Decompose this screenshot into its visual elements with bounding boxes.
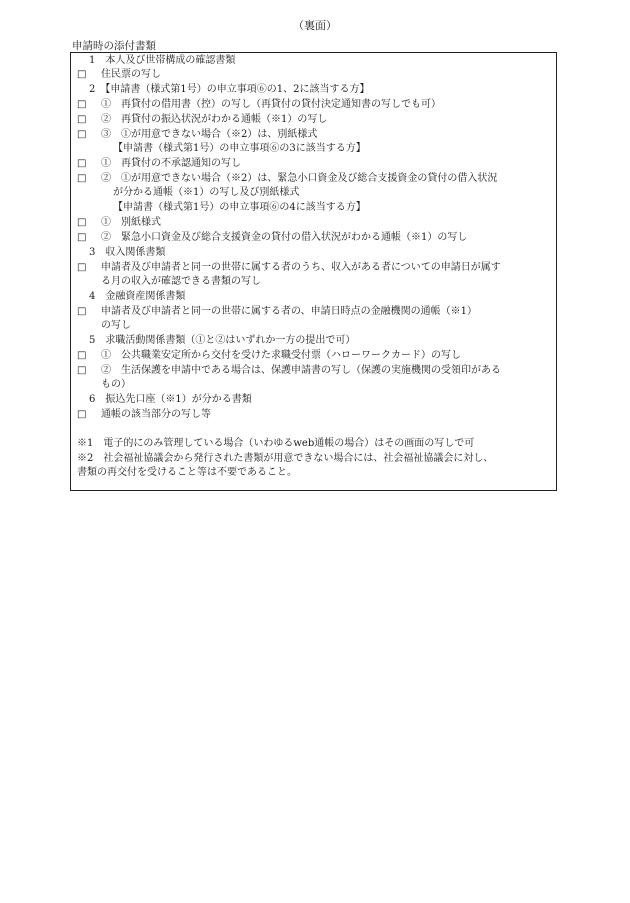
checkbox[interactable]: □ — [77, 262, 87, 273]
s5-item-2-cont: もの） — [101, 379, 131, 390]
s5-item-2: ② 生活保護を申請中である場合は、保護申請書の写し（保護の実施機関の受領印がある — [101, 365, 501, 376]
checkbox[interactable]: □ — [77, 306, 87, 317]
s3-item-1-cont: る月の収入が確認できる書類の写し — [101, 276, 261, 287]
checkbox[interactable]: □ — [77, 114, 87, 125]
page-heading: （裏面） — [293, 19, 337, 32]
s2-subheading-3: 【申請書（様式第1号）の申立事項⑥の3に該当する方】 — [113, 143, 366, 154]
checkbox[interactable]: □ — [77, 232, 87, 243]
s2-item-4: ① 再貸付の不承認通知の写し — [101, 158, 241, 169]
s3-item-1: 申請者及び申請者と同一の世帯に属する者のうち、収入がある者についての申請日が属す — [101, 262, 501, 273]
section-1-title: 1 本人及び世帯構成の確認書類 — [89, 55, 236, 66]
s4-item-1: 申請者及び申請者と同一の世帯に属する者の、申請日時点の金融機関の通帳（※1） — [101, 306, 477, 317]
checkbox[interactable]: □ — [77, 350, 87, 361]
s6-item-1: 通帳の該当部分の写し等 — [101, 409, 211, 420]
checkbox[interactable]: □ — [77, 69, 87, 80]
note-2-cont: 書類の再交付を受けること等は不要であること。 — [77, 467, 297, 478]
s2-item-5: ② ①が用意できない場合（※2）は、緊急小口資金及び総合支援資金の貸付の借入状況 — [101, 173, 498, 184]
attachment-list-box — [70, 52, 557, 491]
section-4-title: 4 金融資産関係書類 — [89, 291, 186, 302]
section-5-title: 5 求職活動関係書類（①と②はいずれか一方の提出で可） — [89, 335, 356, 346]
checkbox[interactable]: □ — [77, 217, 87, 228]
s5-item-1: ① 公共職業安定所から交付を受けた求職受付票（ハローワークカード）の写し — [101, 350, 461, 361]
s2-item-2: ② 再貸付の振込状況がわかる通帳（※1）の写し — [101, 114, 328, 125]
s2-item-3: ③ ①が用意できない場合（※2）は、別紙様式 — [101, 129, 318, 140]
section-2-title: 2 【申請書（様式第1号）の申立事項⑥の1、2に該当する方】 — [89, 84, 370, 95]
checkbox[interactable]: □ — [77, 173, 87, 184]
s4-item-1-cont: の写し — [101, 320, 131, 331]
section-caption: 申請時の添付書類 — [72, 40, 156, 52]
s2-item-1: ① 再貸付の借用書（控）の写し（再貸付の貸付決定通知書の写しでも可） — [101, 99, 441, 110]
s1-item-1: 住民票の写し — [101, 69, 161, 80]
s2-item-7: ② 緊急小口資金及び総合支援資金の貸付の借入状況がわかる通帳（※1）の写し — [101, 232, 468, 243]
s2-item-5-cont: が分かる通帳（※1）の写し及び別紙様式 — [113, 187, 300, 198]
note-1: ※1 電子的にのみ管理している場合（いわゆるweb通帳の場合）はその画面の写しで可 — [77, 438, 475, 449]
section-6-title: 6 振込先口座（※1）が分かる書類 — [89, 394, 252, 405]
checkbox[interactable]: □ — [77, 365, 87, 376]
checkbox[interactable]: □ — [77, 99, 87, 110]
checkbox[interactable]: □ — [77, 409, 87, 420]
note-2: ※2 社会福祉協議会から発行された書類が用意できない場合には、社会福祉協議会に対し、 — [77, 453, 494, 464]
s2-item-6: ① 別紙様式 — [101, 217, 161, 228]
checkbox[interactable]: □ — [77, 158, 87, 169]
s2-subheading-4: 【申請書（様式第1号）の申立事項⑥の4に該当する方】 — [113, 202, 366, 213]
section-3-title: 3 収入関係書類 — [89, 247, 166, 258]
checkbox[interactable]: □ — [77, 129, 87, 140]
